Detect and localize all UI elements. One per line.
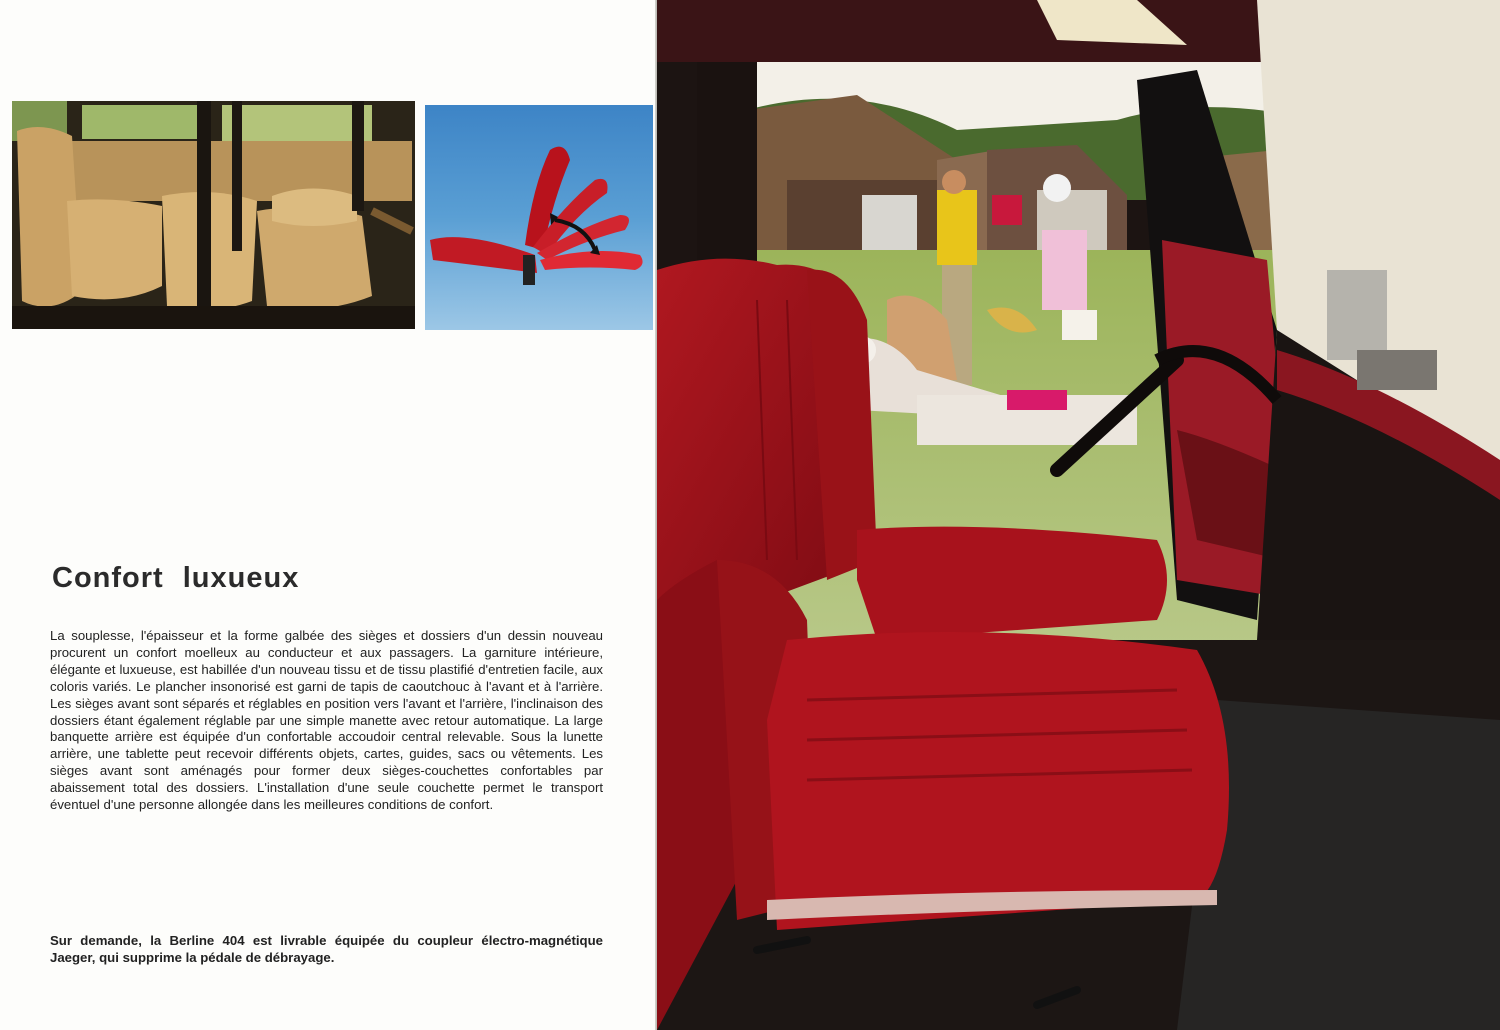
interior-bench-seats-photo: [12, 101, 415, 329]
front-seats-photo: [657, 0, 1500, 1030]
page-title: Confort luxueux: [52, 562, 300, 594]
left-page: [0, 0, 660, 1030]
front-seats-illustration: [657, 0, 1500, 1030]
reclining-seat-photo: [425, 105, 653, 330]
option-note: Sur demande, la Berline 404 est livrable équipée du coupleur électro-magnétique Jaeger, qui supprime la pédale de débrayage.: [50, 933, 603, 965]
reclining-seat-illustration: [425, 105, 653, 330]
interior-illustration: [12, 101, 415, 329]
body-paragraph: La souplesse, l'épaisseur et la forme galbée des sièges et dossiers d'un dessin nouveau procurent un confort moelleux au conducteur et aux passagers. La garniture intérieure, élégante et luxueuse, est habillée d'un nouveau tissu et de tissu plastifié d'entretien facile, aux coloris variés. Le plancher insonorisé est garni de tapis de caoutchouc à l'avant et à l'arrière. Les sièges avant sont séparés et réglables en position vers l'avant et l'arrière, l'inclinaison des dossiers étant également réglable par une simple manette avec retour automatique. La large banquette arrière est équipée d'un confortable accoudoir central relevable. Sous la lunette arrière, une tablette peut recevoir différents objets, cartes, guides, sacs ou vêtements. Les sièges avant sont aménagés pour former deux sièges-couchettes confortables par abaissement total des dossiers. L'installation d'une seule couchette permet le transport éventuel d'une personne allongée dans les meilleures conditions de confort.: [50, 628, 603, 813]
